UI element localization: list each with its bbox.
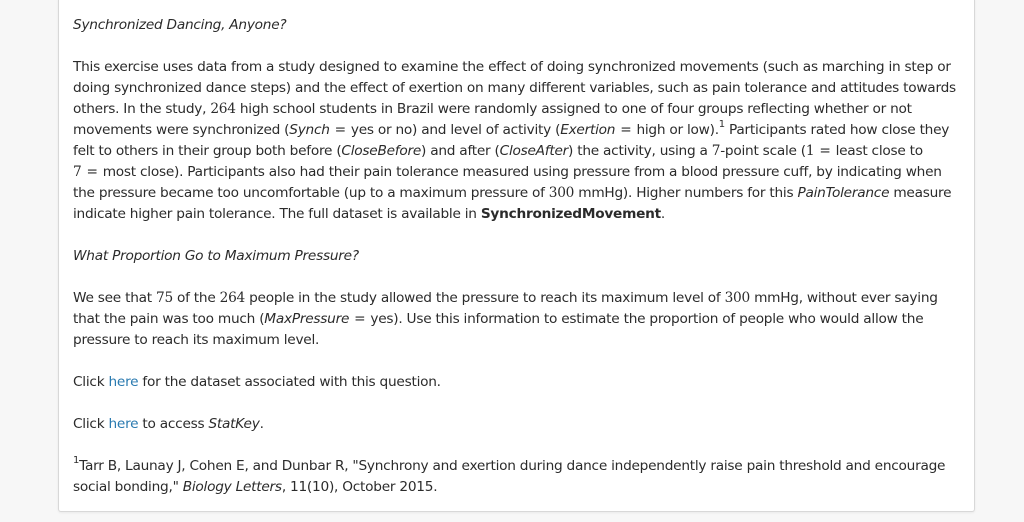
statkey-link[interactable]: here bbox=[108, 416, 139, 432]
question-heading: What Proportion Go to Maximum Pressure? bbox=[73, 248, 359, 264]
var-exertion: Exertion bbox=[560, 122, 616, 138]
journal-name: Biology Letters bbox=[182, 479, 282, 495]
var-synch: Synch bbox=[289, 122, 330, 138]
question-paragraph: We see that 75 of the 264 people in the study allowed the pressure to reach its maximum level of 300 mmHg, without ever saying that the pain was too much (MaxPressure = yes). Use this information to estimate the proportion of people who would allow the pressure to reach its maximum level. bbox=[73, 290, 938, 348]
footnote-marker: 1 bbox=[718, 119, 725, 131]
dataset-name: SynchronizedMovement bbox=[480, 206, 661, 222]
dataset-link-line: Click here for the dataset associated with this question. bbox=[73, 374, 441, 390]
dataset-link[interactable]: here bbox=[108, 374, 139, 390]
question-content bbox=[73, 15, 963, 519]
question-panel bbox=[58, 0, 975, 512]
intro-paragraph: This exercise uses data from a study designed to examine the effect of doing synchronized movements (such as marching in step or doing synchronized dance steps) and the effect of exertion on many different variables, such as pain tolerance and attitudes towards others. In the study, 264 high school students in Brazil were randomly assigned to one of four groups reflecting whether or not movements were synchronized (Synch = yes or no) and level of activity (Exertion = high or low).$^1$ Participants rated how close they felt to others in their group both before (CloseBefore) and after (CloseAfter) the activity, using a 7-point scale (1 = least close to 7 = most close). Participants also had their pain tolerance measured using pressure from a blood pressure cuff, by indicating when the pressure became too uncomfortable (up to a maximum pressure of 300 mmHg). Higher numbers for this PainTolerance measure indicate higher pain tolerance. The full dataset is available in SynchronizedMovement. bbox=[73, 59, 956, 222]
statkey-link-line: Click here to access StatKey. bbox=[73, 416, 264, 432]
footnote: $^1$Tarr B, Launay J, Cohen E, and Dunbar R, "Synchrony and exertion during dance independently raise pain threshold and encourage social bonding," Biology Letters, 11(10), October 2015. bbox=[73, 455, 946, 495]
var-pain-tolerance: PainTolerance bbox=[797, 185, 890, 201]
var-max-pressure: MaxPressure bbox=[264, 311, 350, 327]
footnote-number: 1 bbox=[73, 455, 80, 467]
var-close-after: CloseAfter bbox=[499, 143, 569, 159]
var-close-before: CloseBefore bbox=[341, 143, 422, 159]
statkey-name: StatKey bbox=[208, 416, 260, 432]
exercise-title: Synchronized Dancing, Anyone? bbox=[73, 17, 287, 33]
